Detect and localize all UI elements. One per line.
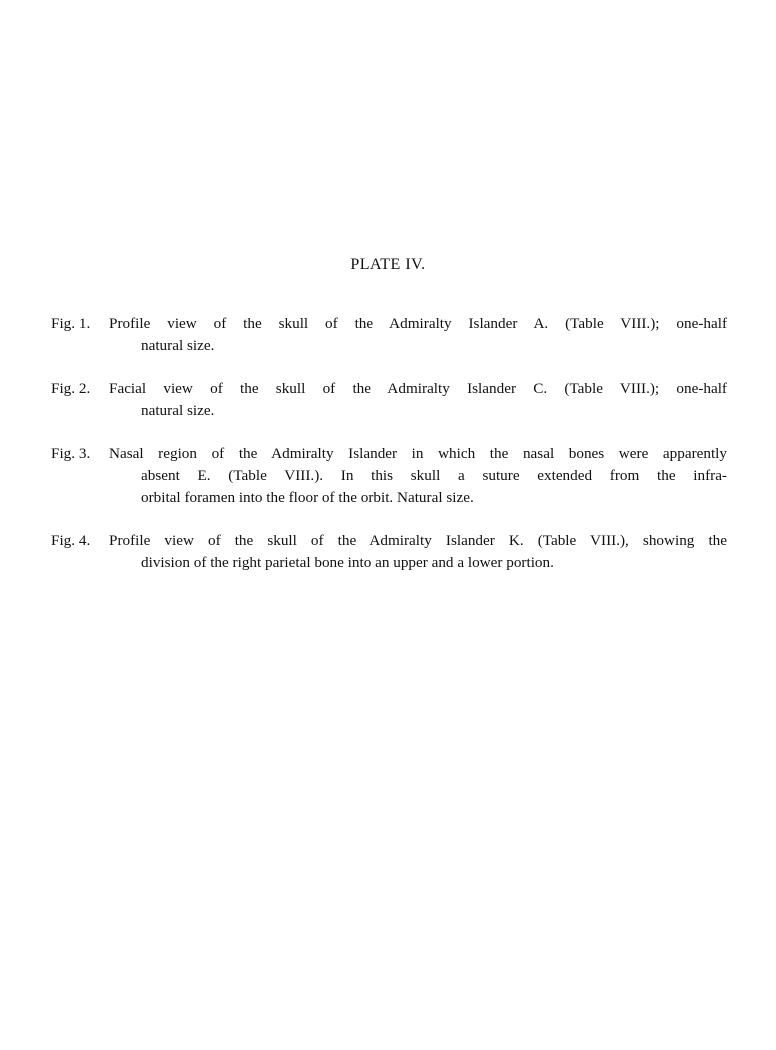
caption-line: Facial view of the skull of the Admiralty Islander C. (Table VIII.); one-half [109, 380, 727, 397]
figure-caption-1 [51, 313, 727, 357]
figure-description [109, 530, 727, 574]
figure-label: Fig. 2. [51, 380, 91, 397]
caption-line: division of the right parietal bone into an upper and a lower portion. [141, 554, 554, 571]
caption-line: orbital foramen into the floor of the orbit. Natural size. [141, 489, 474, 506]
figure-caption-3 [51, 443, 727, 509]
plate-title: PLATE IV. [350, 256, 426, 273]
caption-line: Profile view of the skull of the Admiralty Islander A. (Table VIII.); one-half [109, 315, 727, 332]
figure-description [109, 443, 727, 509]
caption-line: absent E. (Table VIII.). In this skull a suture extended from the infra- [141, 467, 727, 484]
caption-line: Profile view of the skull of the Admiralty Islander K. (Table VIII.), showing the [109, 532, 727, 549]
caption-line: Nasal region of the Admiralty Islander in which the nasal bones were apparently [109, 445, 727, 462]
figure-caption-2 [51, 378, 727, 422]
caption-line: natural size. [141, 337, 215, 354]
caption-line: natural size. [141, 402, 215, 419]
figure-description [109, 313, 727, 357]
figure-label: Fig. 3. [51, 445, 91, 462]
figure-description [109, 378, 727, 422]
figure-label: Fig. 1. [51, 315, 91, 332]
figure-captions [51, 313, 727, 595]
figure-caption-4 [51, 530, 727, 574]
figure-label: Fig. 4. [51, 532, 91, 549]
